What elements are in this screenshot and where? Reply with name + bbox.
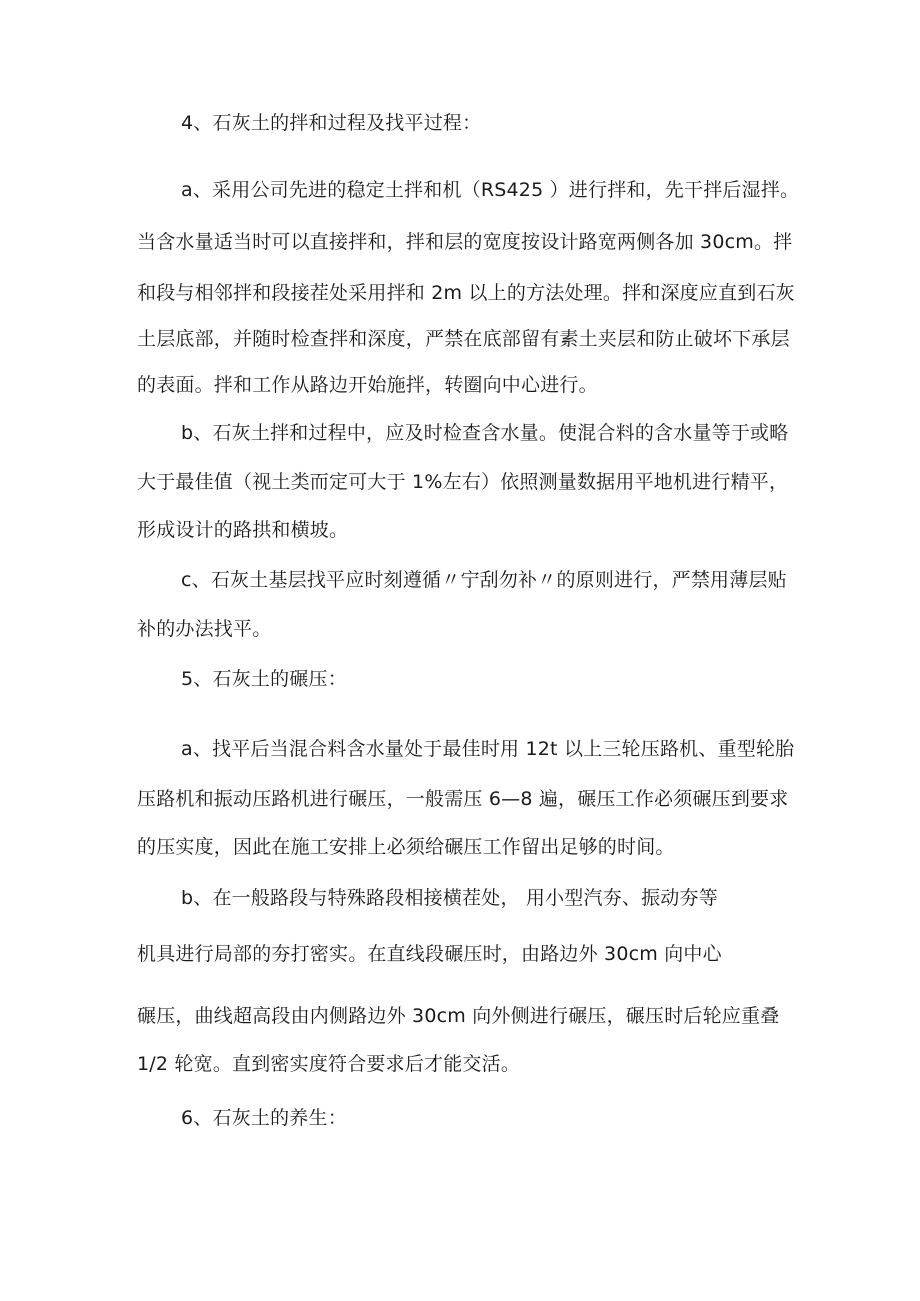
paragraph-4b-line-2: 大于最佳值（视土类而定可大于 1%左右）依照测量数据用平地机进行精平， xyxy=(137,471,789,493)
section-heading-4: 4、石灰土的拌和过程及找平过程： xyxy=(181,112,482,134)
paragraph-5a-line-2: 压路机和振动压路机进行碾压，一般需压 6—8 遍，碾压工作必须碾压到要求 xyxy=(137,788,789,810)
paragraph-5a-line-3: 的压实度，因此在施工安排上必须给碾压工作留出足够的时间。 xyxy=(137,836,675,858)
paragraph-4a-line-2: 当含水量适当时可以直接拌和，拌和层的宽度按设计路宽两侧各加 30cm。拌 xyxy=(137,231,793,253)
paragraph-4a-line-4: 土层底部，并随时检查拌和深度，严禁在底部留有素土夹层和防止破坏下承层 xyxy=(137,328,790,350)
paragraph-4a-line-3: 和段与相邻拌和段接茬处采用拌和 2m 以上的方法处理。拌和深度应直到石灰 xyxy=(137,282,795,304)
paragraph-5b-line-2: 机具进行局部的夯打密实。在直线段碾压时，由路边外 30cm 向中心 xyxy=(137,943,722,965)
paragraph-4a-line-5: 的表面。拌和工作从路边开始施拌，转圈向中心进行。 xyxy=(137,374,598,396)
paragraph-5a-line-1: a、找平后当混合料含水量处于最佳时用 12t 以上三轮压路机、重型轮胎 xyxy=(181,738,795,760)
paragraph-4c-line-2: 补的办法找平。 xyxy=(137,618,272,640)
paragraph-4b-line-3: 形成设计的路拱和横坡。 xyxy=(137,519,349,541)
paragraph-4c-line-1: c、石灰土基层找平应时刻遵循〃宁刮勿补〃的原则进行，严禁用薄层贴 xyxy=(181,569,787,591)
section-heading-5: 5、石灰土的碾压： xyxy=(181,668,347,690)
paragraph-4a-line-1: a、采用公司先进的稳定土拌和机（RS425 ）进行拌和，先干拌后湿拌。 xyxy=(181,179,800,201)
paragraph-5b-line-4: 1/2 轮宽。直到密实度符合要求后才能交活。 xyxy=(137,1053,521,1075)
paragraph-4b-line-1: b、石灰土拌和过程中，应及时检查含水量。使混合料的含水量等于或略 xyxy=(181,422,789,444)
paragraph-5b-line-3: 碾压，曲线超高段由内侧路边外 30cm 向外侧进行碾压，碾压时后轮应重叠 xyxy=(137,1005,780,1027)
paragraph-5b-line-1: b、在一般路段与特殊路段相接横茬处， 用小型汽夯、振动夯等 xyxy=(181,887,718,909)
section-heading-6: 6、石灰土的养生： xyxy=(181,1107,347,1129)
